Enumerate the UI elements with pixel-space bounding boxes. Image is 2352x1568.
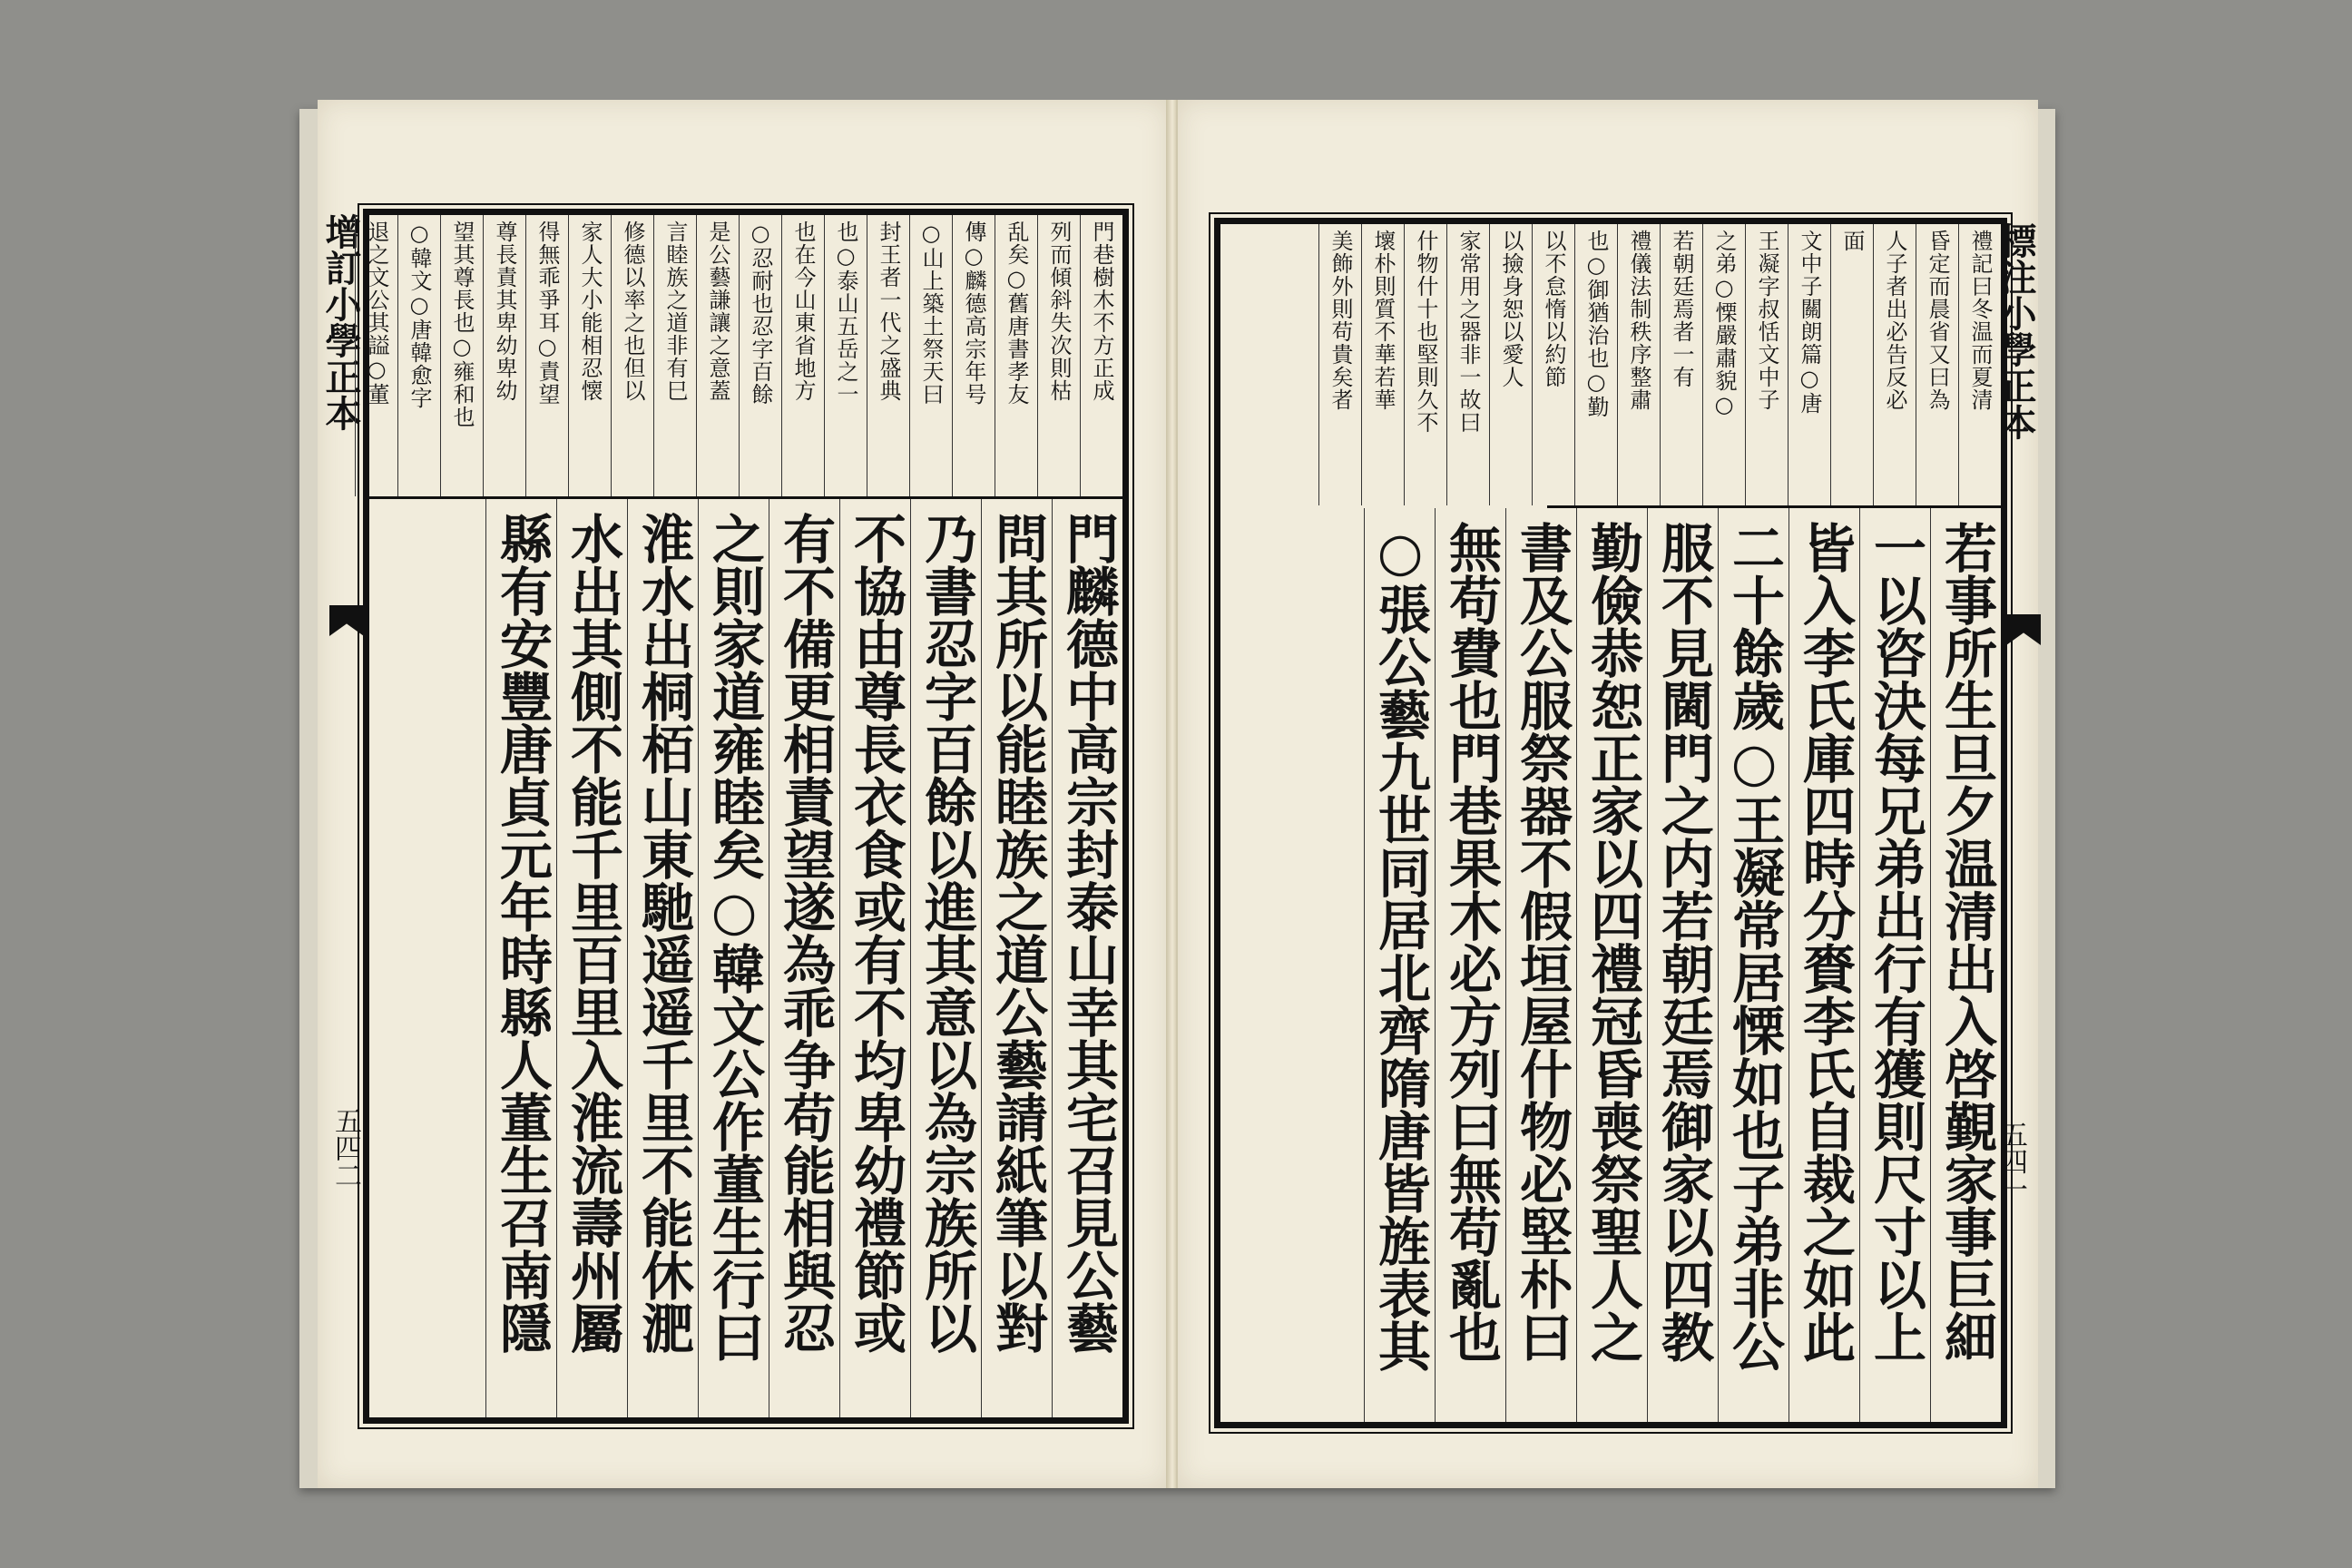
commentary-column: ○忍耐也忍字百餘: [739, 215, 781, 496]
main-text-column: 有不備更相責望遂為乖争苟能相與忍: [769, 499, 839, 1417]
commentary-column: 封王者一代之盛典: [867, 215, 909, 496]
main-text-column: 書及公服祭器不假垣屋什物必堅朴曰: [1505, 508, 1576, 1422]
main-text-column: 皆入李氏庫四時分賚李氏自裁之如此: [1788, 508, 1859, 1422]
commentary-column: 以不怠惰以約節: [1532, 224, 1574, 505]
main-text-column: 不協由尊長衣食或有不均卑幼禮節或: [839, 499, 910, 1417]
commentary-column: 是公藝謙讓之意蓋: [696, 215, 739, 496]
commentary-column: 尊長責其卑幼卑幼: [483, 215, 525, 496]
commentary-column: 禮記曰冬温而夏清: [1958, 224, 2001, 505]
right-fishtail-mark: [2006, 614, 2041, 645]
commentary-column: 列而傾斜失次則枯: [1037, 215, 1080, 496]
commentary-column: 之弟○慄嚴肅貌○: [1702, 224, 1745, 505]
commentary-column: 家人大小能相忍懐: [568, 215, 611, 496]
right-folio: 五四一: [1995, 1121, 2027, 1202]
commentary-column: 什物什十也堅則久不: [1404, 224, 1446, 505]
left-folio: 五四二: [329, 1107, 361, 1189]
main-text-column: 二十餘歲○王凝常居慄如也子弟非公: [1718, 508, 1788, 1422]
commentary-column: 禮儀法制秩序整肅: [1617, 224, 1660, 505]
main-text-column: 門麟德中高宗封泰山幸其宅召見公藝: [1052, 499, 1122, 1417]
main-text-column: 一以咨決每兄弟出行有獲則尺寸以上: [1859, 508, 1930, 1422]
right-page: [1176, 100, 2038, 1488]
commentary-column: 修德以率之也但以: [611, 215, 653, 496]
main-text-column: 水出其側不能千里百里入淮流壽州屬: [556, 499, 627, 1417]
main-text-column: 淮水出桐栢山東馳遥遥千里不能休淝: [627, 499, 698, 1417]
commentary-column: 望其尊長也○雍和也: [440, 215, 483, 496]
commentary-column: 文中子關朗篇○唐: [1788, 224, 1830, 505]
left-commentary-register: [364, 215, 1122, 499]
main-text-column: 乃書忍字百餘以進其意以為宗族所以: [910, 499, 981, 1417]
left-main-text-register: [369, 499, 1122, 1417]
commentary-column: 也在今山東省地方: [781, 215, 824, 496]
commentary-column: 面: [1830, 224, 1873, 505]
left-margin-title: 增訂小學正本: [319, 213, 362, 431]
commentary-column: 言睦族之道非有巳: [653, 215, 696, 496]
main-text-column: 勤儉恭恕正家以四禮冠昏喪祭聖人之: [1576, 508, 1647, 1422]
commentary-column: 也○御猶治也○勤: [1574, 224, 1617, 505]
main-text-column: 若事所生旦夕温清出入啓覲家事巨細: [1930, 508, 2001, 1422]
main-text-column: ○張公藝九世同居北齊隋唐皆旌表其: [1364, 508, 1435, 1422]
right-margin-title: 標注小學正本: [1994, 222, 2037, 440]
commentary-column: 門巷樹木不方正成: [1080, 215, 1122, 496]
commentary-column: 人子者出必告反必: [1873, 224, 1916, 505]
left-fishtail-mark: [329, 605, 364, 636]
commentary-column: 以撿身恕以愛人: [1489, 224, 1532, 505]
main-text-column: 無苟費也門巷果木必方列曰無苟亂也: [1435, 508, 1505, 1422]
commentary-column: 得無乖爭耳○責望: [525, 215, 568, 496]
commentary-column: ○韓文○唐韓愈字: [397, 215, 440, 496]
open-book: [299, 91, 2055, 1506]
main-text-column: 服不見閫門之内若朝廷焉御家以四教: [1647, 508, 1718, 1422]
commentary-column: 美飾外則苟貴矣者: [1318, 224, 1361, 505]
right-text-frame: [1214, 218, 2007, 1428]
commentary-column: 乱矣○舊唐書孝友: [995, 215, 1037, 496]
main-text-column: 縣有安豐唐貞元年時縣人董生召南隱: [485, 499, 556, 1417]
commentary-column: 昏定而晨省又曰為: [1916, 224, 1958, 505]
commentary-column: 壞朴則質不華若華: [1361, 224, 1404, 505]
commentary-column: 退之文公其謚○董: [355, 215, 397, 496]
commentary-column: 家常用之器非一故曰: [1446, 224, 1489, 505]
right-commentary-register: [1328, 224, 2001, 505]
commentary-column: 若朝廷焉者一有: [1660, 224, 1702, 505]
commentary-column: ○山上築土祭天曰: [909, 215, 952, 496]
main-text-column: 之則家道雍睦矣○韓文公作董生行曰: [698, 499, 769, 1417]
commentary-column: 王凝字叔恬文中子: [1745, 224, 1788, 505]
main-text-column: 問其所以能睦族之道公藝請紙筆以對: [981, 499, 1052, 1417]
right-main-text-register: [1220, 508, 2001, 1422]
left-page: [318, 100, 1171, 1488]
commentary-column: 也○泰山五岳之一: [824, 215, 867, 496]
commentary-column: 傳○麟德高宗年号: [952, 215, 995, 496]
left-text-frame: [363, 209, 1129, 1424]
